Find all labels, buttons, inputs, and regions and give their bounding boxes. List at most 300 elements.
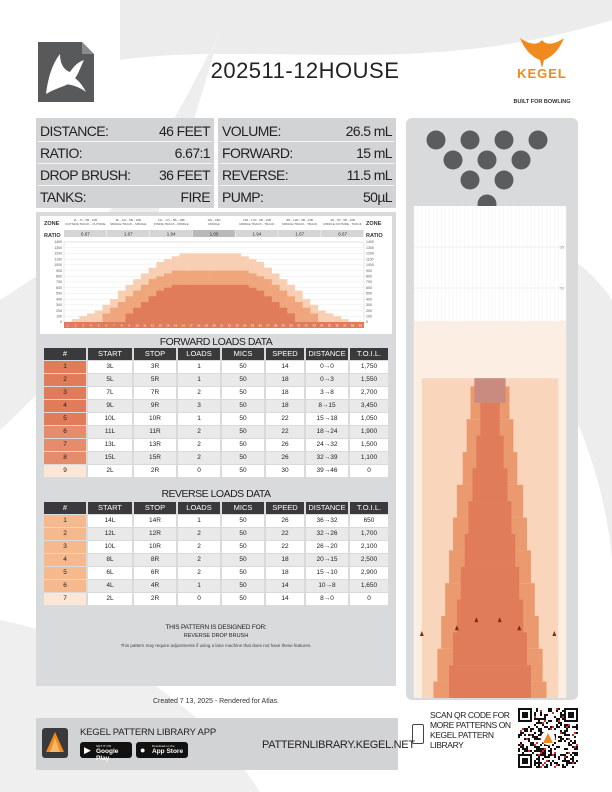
qr-module — [526, 728, 528, 730]
qr-module — [534, 762, 536, 764]
qr-module — [564, 740, 566, 742]
zone-ratio-value: 1.94 — [252, 231, 262, 237]
table-row — [44, 400, 388, 412]
qr-module — [534, 718, 536, 720]
table-cell: 50 — [222, 439, 264, 451]
table-cell: 3L — [88, 361, 132, 373]
y-tick-label-right: 1000 — [366, 263, 374, 268]
table-cell: 2,700 — [350, 387, 388, 399]
table-cell: 6R — [134, 567, 176, 579]
stats-right-box — [218, 118, 396, 208]
designed-for-note — [40, 624, 392, 648]
stat-pump — [222, 186, 392, 208]
table-cell: 2L — [88, 465, 132, 477]
pin-icon — [478, 151, 497, 170]
table-cell: 3R — [134, 361, 176, 373]
qr-module — [566, 764, 568, 766]
table-cell: 22 — [266, 426, 304, 438]
qr-module — [538, 738, 540, 740]
column-header: # — [44, 502, 86, 514]
stat-value: 11.5 mL — [346, 167, 392, 183]
y-tick-label: 1200 — [54, 251, 62, 256]
table-cell: 1,500 — [350, 439, 388, 451]
qr-module — [554, 748, 556, 750]
oil-inner-step — [457, 600, 523, 633]
google-play-small-text: GET IT ON — [96, 744, 111, 748]
qr-module — [566, 726, 568, 728]
qr-module — [570, 758, 572, 760]
qr-module — [540, 722, 542, 724]
qr-module — [574, 762, 576, 764]
table-cell: 30 — [266, 465, 304, 477]
qr-module — [556, 764, 558, 766]
table-cell: 10→8 — [306, 580, 348, 592]
row-number-cell: 1 — [44, 515, 86, 527]
qr-module — [558, 756, 560, 758]
qr-module — [540, 732, 542, 734]
zone-name: 18L - 18R — [207, 218, 221, 222]
column-header: T.O.I.L. — [350, 348, 388, 360]
table-cell: 50 — [222, 465, 264, 477]
qr-module — [558, 758, 560, 760]
qr-module — [540, 752, 542, 754]
qr-module — [538, 746, 540, 748]
load-bar-inner — [149, 296, 157, 322]
qr-module — [548, 760, 550, 762]
x-tick-label: 31 — [296, 323, 301, 328]
qr-module — [536, 746, 538, 748]
x-tick-label: 19 — [204, 323, 208, 328]
qr-module — [542, 722, 544, 724]
load-bar-inner — [202, 285, 210, 322]
qr-module — [556, 710, 558, 712]
qr-module — [562, 732, 564, 734]
qr-module — [566, 730, 568, 732]
table-row — [44, 465, 388, 477]
page-title: 202511-12HOUSE — [210, 58, 400, 83]
qr-module — [534, 732, 536, 734]
qr-module — [564, 726, 566, 728]
zone-name: MIDDLE TRACK - TRACK — [239, 222, 275, 226]
table-cell: 0 — [178, 465, 220, 477]
table-cell: 14 — [266, 580, 304, 592]
qr-module — [540, 754, 542, 756]
table-cell: 13R — [134, 439, 176, 451]
google-play-label: Google Play — [96, 748, 119, 762]
qr-module — [518, 750, 520, 752]
qr-module — [536, 710, 538, 712]
table-cell: 5R — [134, 374, 176, 386]
zone-name: 2L - 7L - 5B - 10B — [73, 218, 98, 222]
table-cell: 3,450 — [350, 400, 388, 412]
qr-module — [550, 762, 552, 764]
app-store-button[interactable] — [136, 742, 188, 758]
qr-module — [534, 760, 536, 762]
qr-module — [522, 728, 524, 730]
table-cell: 50 — [222, 361, 264, 373]
qr-module — [518, 744, 520, 746]
lane-graph — [406, 118, 578, 700]
table-cell: 50 — [222, 580, 264, 592]
ratio-label-right: RATIO — [366, 233, 383, 239]
feet-label: 50 — [559, 285, 564, 291]
qr-module — [564, 758, 566, 760]
table-cell: 1,550 — [350, 374, 388, 386]
row-number-cell: 3 — [44, 541, 86, 553]
qr-module — [544, 754, 546, 756]
x-tick-label: 2 — [74, 323, 77, 328]
stat-value: 36 FEET — [158, 167, 210, 183]
load-bar-inner — [287, 313, 295, 322]
app-footer — [36, 718, 415, 770]
ratio-label: RATIO — [44, 233, 61, 239]
google-play-button[interactable] — [80, 742, 132, 762]
qr-module — [566, 748, 568, 750]
table-cell: 10L — [88, 541, 132, 553]
qr-module — [562, 760, 564, 762]
qr-module — [576, 732, 578, 734]
zone-ratio-value: 6.67 — [81, 231, 90, 237]
load-bar-inner — [226, 285, 234, 322]
x-tick-label: 29 — [281, 323, 285, 328]
table-cell: 4R — [134, 580, 176, 592]
qr-module — [534, 738, 536, 740]
table-row — [44, 541, 388, 553]
qr-module — [540, 744, 542, 746]
table-cell: 50 — [222, 515, 264, 527]
qr-module — [530, 742, 532, 744]
qr-module — [556, 746, 558, 748]
qr-module — [550, 750, 552, 752]
qr-module — [522, 748, 524, 750]
qr-module — [570, 762, 572, 764]
qr-module — [526, 748, 528, 750]
load-bar-inner — [264, 296, 272, 322]
table-cell: 9L — [88, 400, 132, 412]
qr-module — [562, 764, 564, 766]
load-bar-mid — [310, 313, 318, 322]
table-cell: 26→20 — [306, 541, 348, 553]
table-cell: 5L — [88, 374, 132, 386]
load-bar-mid — [295, 302, 303, 322]
qr-module — [552, 754, 554, 756]
stat-value: 46 FEET — [158, 123, 210, 139]
qr-module — [538, 722, 540, 724]
table-cell: 0→0 — [306, 361, 348, 373]
qr-module — [568, 742, 570, 744]
table-cell: 4L — [88, 580, 132, 592]
load-bar-inner — [164, 288, 172, 322]
qr-module — [530, 730, 532, 732]
qr-module — [560, 738, 562, 740]
table-cell: 2 — [178, 567, 220, 579]
qr-module — [540, 748, 542, 750]
qr-module — [576, 760, 578, 762]
y-tick-label: 1100 — [54, 257, 62, 262]
qr-module — [526, 746, 528, 748]
qr-module — [574, 742, 576, 744]
row-number-cell: 7 — [44, 593, 86, 605]
qr-module — [544, 766, 546, 768]
qr-module — [560, 740, 562, 742]
table-cell: 15→10 — [306, 567, 348, 579]
pattern-library-url[interactable]: PATTERNLIBRARY.KEGEL.NET — [262, 739, 415, 751]
qr-module — [558, 720, 560, 722]
qr-module — [562, 718, 564, 720]
x-tick-label: 11 — [143, 323, 147, 328]
column-header: SPEED — [266, 502, 304, 514]
qr-code[interactable] — [516, 706, 580, 770]
table-cell: 2 — [178, 439, 220, 451]
qr-module — [542, 748, 544, 750]
qr-module — [554, 766, 556, 768]
table-cell: 22 — [266, 528, 304, 540]
qr-module — [570, 754, 572, 756]
table-row — [44, 515, 388, 527]
qr-module — [538, 766, 540, 768]
qr-module — [576, 744, 578, 746]
oil-inner-step — [453, 632, 527, 665]
stat-value: 26.5 mL — [345, 123, 392, 139]
table-cell: 18→24 — [306, 426, 348, 438]
qr-module — [530, 728, 532, 730]
qr-module — [548, 746, 550, 748]
qr-module — [538, 748, 540, 750]
x-tick-label: 4 — [90, 323, 92, 328]
load-bar-total — [318, 311, 326, 322]
table-row — [44, 439, 388, 451]
qr-module — [550, 726, 552, 728]
qr-module — [538, 734, 540, 736]
qr-module — [542, 750, 544, 752]
y-tick-label: 300 — [56, 303, 62, 308]
google-play-icon: ▶ — [84, 745, 91, 755]
qr-module — [550, 754, 552, 756]
table-cell: 10L — [88, 413, 132, 425]
qr-module — [560, 754, 562, 756]
qr-module — [546, 714, 548, 716]
x-tick-label: 30 — [289, 323, 293, 328]
qr-module — [536, 726, 538, 728]
qr-module — [526, 750, 528, 752]
qr-module — [544, 718, 546, 720]
table-cell: 1 — [178, 361, 220, 373]
table-cell: 1,100 — [350, 452, 388, 464]
qr-module — [572, 766, 574, 768]
table-row — [44, 580, 388, 592]
y-tick-label: 1300 — [54, 245, 62, 250]
x-tick-label: 6 — [105, 323, 108, 328]
row-number-cell: 4 — [44, 554, 86, 566]
stats-left-box — [36, 118, 214, 208]
table-cell: 10R — [134, 413, 176, 425]
y-tick-label-right: 1400 — [366, 240, 374, 245]
row-number-cell: 4 — [44, 400, 86, 412]
x-tick-label: 26 — [258, 323, 262, 328]
table-cell: 0 — [350, 465, 388, 477]
x-tick-label: 1 — [67, 323, 69, 328]
qr-module — [574, 754, 576, 756]
table-cell: 11R — [134, 426, 176, 438]
column-header: SPEED — [266, 348, 304, 360]
stat-value: 6.67:1 — [174, 145, 210, 161]
zone-name: MIDDLE OUTSIDE - TRACK — [323, 222, 362, 226]
table-cell: 18 — [266, 374, 304, 386]
zone-name: MIDDLE — [208, 222, 220, 226]
qr-module — [540, 718, 542, 720]
stat-label: VOLUME: — [222, 123, 281, 139]
table-cell: 1 — [178, 374, 220, 386]
table-row — [44, 413, 388, 425]
qr-module — [560, 722, 562, 724]
x-tick-label: 3 — [82, 323, 85, 328]
y-tick-label: 200 — [56, 308, 62, 313]
table-cell: 2L — [88, 593, 132, 605]
kegel-wordmark: KEGEL — [517, 66, 567, 81]
column-header: START — [88, 348, 132, 360]
qr-module — [538, 760, 540, 762]
qr-module — [540, 762, 542, 764]
table-cell: 2 — [178, 554, 220, 566]
qr-module — [576, 728, 578, 730]
qr-module — [538, 756, 540, 758]
qr-module — [544, 720, 546, 722]
table-cell: 10R — [134, 541, 176, 553]
table-cell: 13L — [88, 439, 132, 451]
x-tick-label: 18 — [196, 323, 201, 328]
qr-module — [566, 760, 568, 762]
stat-volume — [222, 120, 392, 142]
zone-ratio-value: 6.67 — [338, 231, 347, 237]
qr-module — [522, 746, 524, 748]
table-row — [44, 452, 388, 464]
pin-icon — [444, 151, 463, 170]
qr-module — [540, 750, 542, 752]
qr-module — [536, 722, 538, 724]
qr-module — [574, 740, 576, 742]
qr-module — [536, 738, 538, 740]
qr-module — [536, 742, 538, 744]
qr-module — [566, 734, 568, 736]
table-cell: 32→26 — [306, 528, 348, 540]
y-tick-label: 0 — [60, 320, 62, 325]
column-header: START — [88, 502, 132, 514]
table-cell: 15L — [88, 452, 132, 464]
drop-brush-cap — [474, 378, 505, 403]
qr-module — [548, 708, 550, 710]
row-number-cell: 6 — [44, 580, 86, 592]
row-number-cell: 3 — [44, 387, 86, 399]
stat-value: FIRE — [180, 189, 210, 205]
qr-finder-core — [522, 758, 528, 764]
qr-module — [536, 718, 538, 720]
y-tick-label-right: 900 — [366, 268, 372, 273]
qr-module — [550, 764, 552, 766]
zone-name: 2R - 7R - 5B - 10B — [330, 218, 355, 222]
qr-module — [572, 726, 574, 728]
qr-module — [546, 764, 548, 766]
qr-module — [544, 726, 546, 728]
column-header: LOADS — [178, 502, 220, 514]
qr-module — [534, 712, 536, 714]
table-cell: 50 — [222, 452, 264, 464]
zone-label-right: ZONE — [366, 221, 382, 227]
stat-distance — [40, 120, 210, 142]
zone-ratio-value: 1.00 — [209, 231, 219, 237]
y-tick-label: 1000 — [54, 263, 62, 268]
qr-module — [534, 716, 536, 718]
qr-module — [568, 760, 570, 762]
load-bar-inner — [210, 285, 218, 322]
oil-inner-step — [465, 534, 516, 567]
qr-module — [542, 758, 544, 760]
forward-loads-title: FORWARD LOADS DATA — [159, 336, 273, 348]
table-cell: 18 — [266, 400, 304, 412]
qr-module — [554, 754, 556, 756]
qr-module — [540, 712, 542, 714]
qr-module — [556, 718, 558, 720]
qr-finder-core — [568, 712, 574, 718]
table-cell: 11L — [88, 426, 132, 438]
x-tick-label: 14 — [166, 323, 170, 328]
qr-module — [564, 734, 566, 736]
qr-module — [554, 762, 556, 764]
qr-module — [532, 734, 534, 736]
qr-module — [534, 750, 536, 752]
load-bar-inner — [187, 285, 195, 322]
column-header: # — [44, 348, 86, 360]
phone-scan-icon — [412, 724, 424, 744]
y-tick-label: 400 — [56, 297, 62, 302]
qr-module — [544, 750, 546, 752]
qr-module — [548, 750, 550, 752]
column-header: STOP — [134, 348, 176, 360]
load-bar-inner — [249, 288, 257, 322]
qr-module — [542, 718, 544, 720]
table-cell: 8→0 — [306, 593, 348, 605]
qr-module — [536, 758, 538, 760]
y-tick-label-right: 400 — [366, 297, 372, 302]
zone-chart-svg — [40, 216, 392, 334]
qr-module — [558, 736, 560, 738]
qr-module — [566, 738, 568, 740]
qr-module — [524, 738, 526, 740]
qr-module — [572, 734, 574, 736]
row-number-cell: 5 — [44, 413, 86, 425]
qr-module — [518, 736, 520, 738]
table-cell: 50 — [222, 528, 264, 540]
row-number-cell: 8 — [44, 452, 86, 464]
x-tick-label: 16 — [181, 323, 185, 328]
zone-name: OUTSIDE TRACK - OUTSIDE — [65, 222, 106, 226]
qr-module — [562, 766, 564, 768]
designed-for-heading: THIS PATTERN IS DESIGNED FOR: — [165, 624, 267, 631]
app-store-small-text: Download on the — [152, 744, 175, 748]
table-cell: 6L — [88, 567, 132, 579]
row-number-cell: 6 — [44, 426, 86, 438]
table-cell: 12L — [88, 528, 132, 540]
qr-module — [556, 720, 558, 722]
table-cell: 1 — [178, 413, 220, 425]
qr-module — [524, 730, 526, 732]
load-bar-inner — [133, 308, 141, 322]
table-cell: 32→39 — [306, 452, 348, 464]
qr-module — [566, 728, 568, 730]
kegel-tagline: BUILT FOR BOWLING — [513, 99, 571, 105]
designed-for-feature: REVERSE DROP BRUSH — [183, 633, 249, 639]
x-tick-label: 23 — [235, 323, 239, 328]
zone-ratio-value: 1.67 — [123, 231, 133, 237]
